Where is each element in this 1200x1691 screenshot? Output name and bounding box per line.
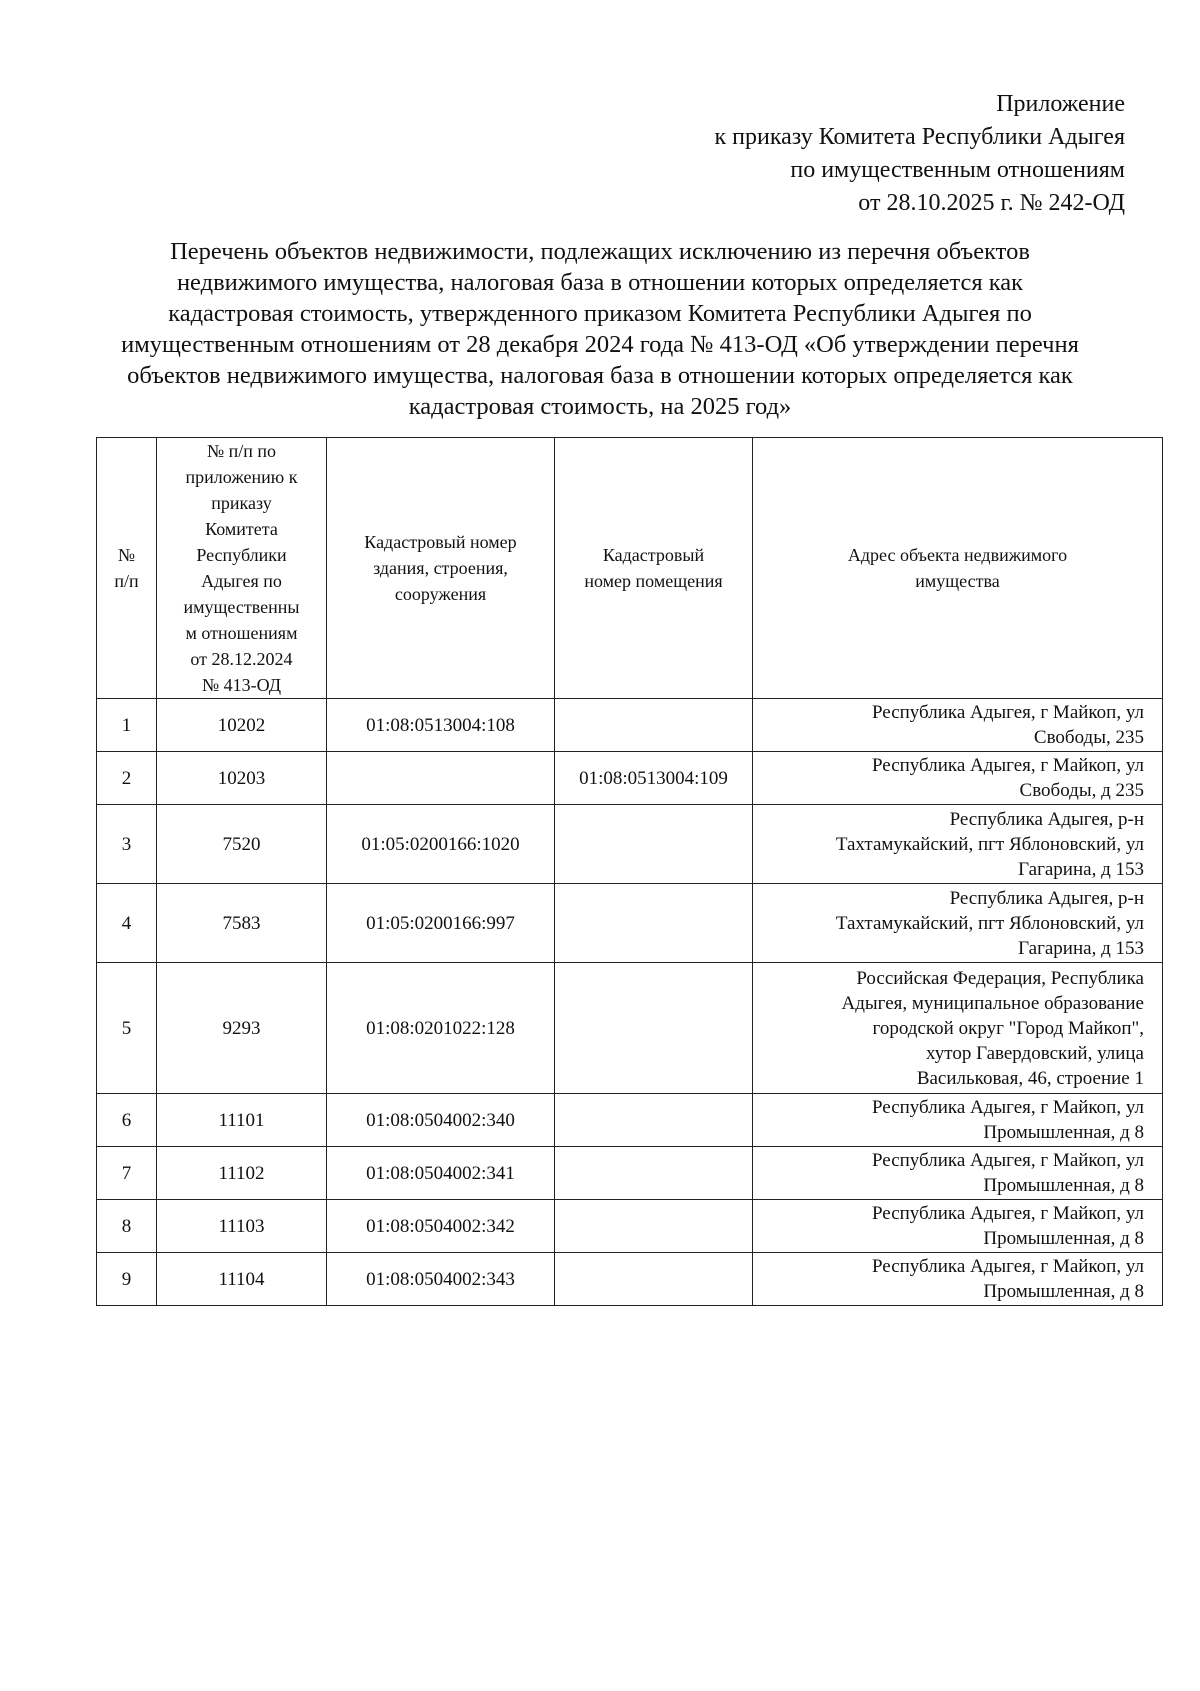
address-line: городской округ "Город Майкоп",: [872, 1017, 1144, 1039]
cell-ref: 7583: [157, 884, 327, 963]
cell-premises: [555, 805, 753, 884]
title-line: Перечень объектов недвижимости, подлежащих исключению из перечня объектов: [170, 238, 1030, 265]
cell-address: [753, 884, 1163, 963]
header-building-cadastral: [327, 438, 555, 699]
appendix-line: Приложение: [996, 91, 1125, 117]
table-row: [97, 1147, 1163, 1200]
table-row: [97, 1200, 1163, 1253]
cell-building: 01:05:0200166:997: [327, 884, 555, 963]
cell-premises: [555, 1200, 753, 1253]
appendix-line: к приказу Комитета Республики Адыгея: [714, 124, 1125, 150]
cell-premises: [555, 1094, 753, 1147]
header-line: п/п: [114, 571, 139, 591]
table-row: [97, 805, 1163, 884]
address-line: Республика Адыгея, г Майкоп, ул: [871, 702, 1144, 723]
cell-address: [753, 805, 1163, 884]
address-line: Промышленная, д 8: [983, 1228, 1144, 1249]
cell-num: 3: [97, 805, 157, 884]
address-line: Республика Адыгея, г Майкоп, ул: [871, 1150, 1144, 1171]
table-row: [97, 963, 1163, 1094]
document-title: [60, 236, 1140, 422]
table-row: [97, 752, 1163, 805]
cell-num: 1: [97, 699, 157, 752]
cell-building: 01:08:0504002:341: [327, 1147, 555, 1200]
address-line: Промышленная, д 8: [983, 1281, 1144, 1302]
header-line: Комитета: [205, 519, 278, 539]
address-line: Тахтамукайский, пгт Яблоновский, ул: [835, 833, 1144, 855]
cell-num: 4: [97, 884, 157, 963]
cell-premises: [555, 1253, 753, 1306]
cell-address: [753, 963, 1163, 1094]
header-line: Адыгея по: [201, 571, 282, 591]
address-line: Республика Адыгея, г Майкоп, ул: [871, 755, 1144, 776]
cell-premises: [555, 963, 753, 1094]
cell-building: 01:08:0201022:128: [327, 963, 555, 1094]
cell-num: 6: [97, 1094, 157, 1147]
cell-ref: 11101: [157, 1094, 327, 1147]
title-line: объектов недвижимого имущества, налоговая база в отношении которых определяется как: [127, 362, 1073, 389]
header-line: №: [117, 545, 136, 565]
address-line: Промышленная, д 8: [983, 1122, 1144, 1143]
header-premises-cadastral: [555, 438, 753, 699]
header-line: Адрес объекта недвижимого: [847, 545, 1068, 565]
cell-num: 5: [97, 963, 157, 1094]
header-line: от 28.12.2024: [190, 649, 293, 669]
header-line: Кадастровый: [602, 545, 705, 565]
cell-address: [753, 699, 1163, 752]
cell-ref: 10203: [157, 752, 327, 805]
cell-ref: 11103: [157, 1200, 327, 1253]
address-line: Республика Адыгея, г Майкоп, ул: [871, 1203, 1144, 1224]
title-line: недвижимого имущества, налоговая база в отношении которых определяется как: [176, 269, 1024, 296]
header-line: имущественны: [183, 597, 300, 617]
appendix-line: от 28.10.2025 г. № 242-ОД: [858, 190, 1125, 216]
header-line: Республики: [196, 545, 287, 565]
cell-address: [753, 1147, 1163, 1200]
address-line: хутор Гавердовский, улица: [925, 1042, 1144, 1064]
address-line: Свободы, 235: [1033, 727, 1144, 748]
cell-building: 01:08:0504002:342: [327, 1200, 555, 1253]
address-line: Гагарина, д 153: [1018, 937, 1144, 959]
cell-num: 8: [97, 1200, 157, 1253]
cell-premises: 01:08:0513004:109: [555, 752, 753, 805]
header-line: имущества: [915, 571, 1000, 591]
address-line: Васильковая, 46, строение 1: [916, 1067, 1144, 1089]
address-line: Промышленная, д 8: [983, 1175, 1144, 1196]
header-line: сооружения: [394, 584, 487, 604]
cell-num: 9: [97, 1253, 157, 1306]
header-ref: [157, 438, 327, 699]
cell-building: 01:05:0200166:1020: [327, 805, 555, 884]
cell-ref: 11104: [157, 1253, 327, 1306]
cell-num: 2: [97, 752, 157, 805]
table-row: [97, 1094, 1163, 1147]
appendix-header: [714, 88, 1125, 220]
table-row: [97, 884, 1163, 963]
cell-premises: [555, 1147, 753, 1200]
address-line: Республика Адыгея, р-н: [949, 887, 1144, 909]
header-num: [97, 438, 157, 699]
address-line: Республика Адыгея, г Майкоп, ул: [871, 1256, 1144, 1277]
header-line: Кадастровый номер: [364, 532, 517, 552]
cell-address: [753, 1200, 1163, 1253]
cell-building: 01:08:0504002:340: [327, 1094, 555, 1147]
header-line: № 413-ОД: [201, 675, 282, 695]
address-line: Адыгея, муниципальное образование: [841, 992, 1144, 1014]
cell-premises: [555, 884, 753, 963]
address-line: Свободы, д 235: [1019, 780, 1144, 801]
address-line: Тахтамукайский, пгт Яблоновский, ул: [835, 912, 1144, 934]
cell-building: [327, 752, 555, 805]
header-line: здания, строения,: [373, 558, 508, 578]
title-line: имущественным отношениям от 28 декабря 2024 года № 413-ОД «Об утверждении перечня: [121, 331, 1079, 358]
header-line: м отношениям: [185, 623, 298, 643]
appendix-line: по имущественным отношениям: [790, 157, 1125, 183]
table-row: [97, 699, 1163, 752]
objects-table: [96, 437, 1163, 1306]
address-line: Российская Федерация, Республика: [856, 967, 1144, 989]
cell-address: [753, 1253, 1163, 1306]
address-line: Гагарина, д 153: [1018, 858, 1144, 880]
table-row: [97, 1253, 1163, 1306]
cell-building: 01:08:0504002:343: [327, 1253, 555, 1306]
cell-building: 01:08:0513004:108: [327, 699, 555, 752]
cell-address: [753, 752, 1163, 805]
cell-ref: 9293: [157, 963, 327, 1094]
cell-ref: 7520: [157, 805, 327, 884]
cell-num: 7: [97, 1147, 157, 1200]
header-line: приказу: [211, 493, 272, 513]
header-line: № п/п по: [206, 441, 277, 461]
address-line: Республика Адыгея, г Майкоп, ул: [871, 1097, 1144, 1118]
title-line: кадастровая стоимость, на 2025 год»: [408, 393, 792, 420]
header-line: приложению к: [185, 467, 298, 487]
cell-address: [753, 1094, 1163, 1147]
table-header-row: [97, 438, 1163, 699]
header-address: [753, 438, 1163, 699]
header-line: номер помещения: [584, 571, 723, 591]
cell-ref: 11102: [157, 1147, 327, 1200]
cell-premises: [555, 699, 753, 752]
cell-ref: 10202: [157, 699, 327, 752]
title-line: кадастровая стоимость, утвержденного приказом Комитета Республики Адыгея по: [168, 300, 1032, 327]
address-line: Республика Адыгея, р-н: [949, 808, 1144, 830]
